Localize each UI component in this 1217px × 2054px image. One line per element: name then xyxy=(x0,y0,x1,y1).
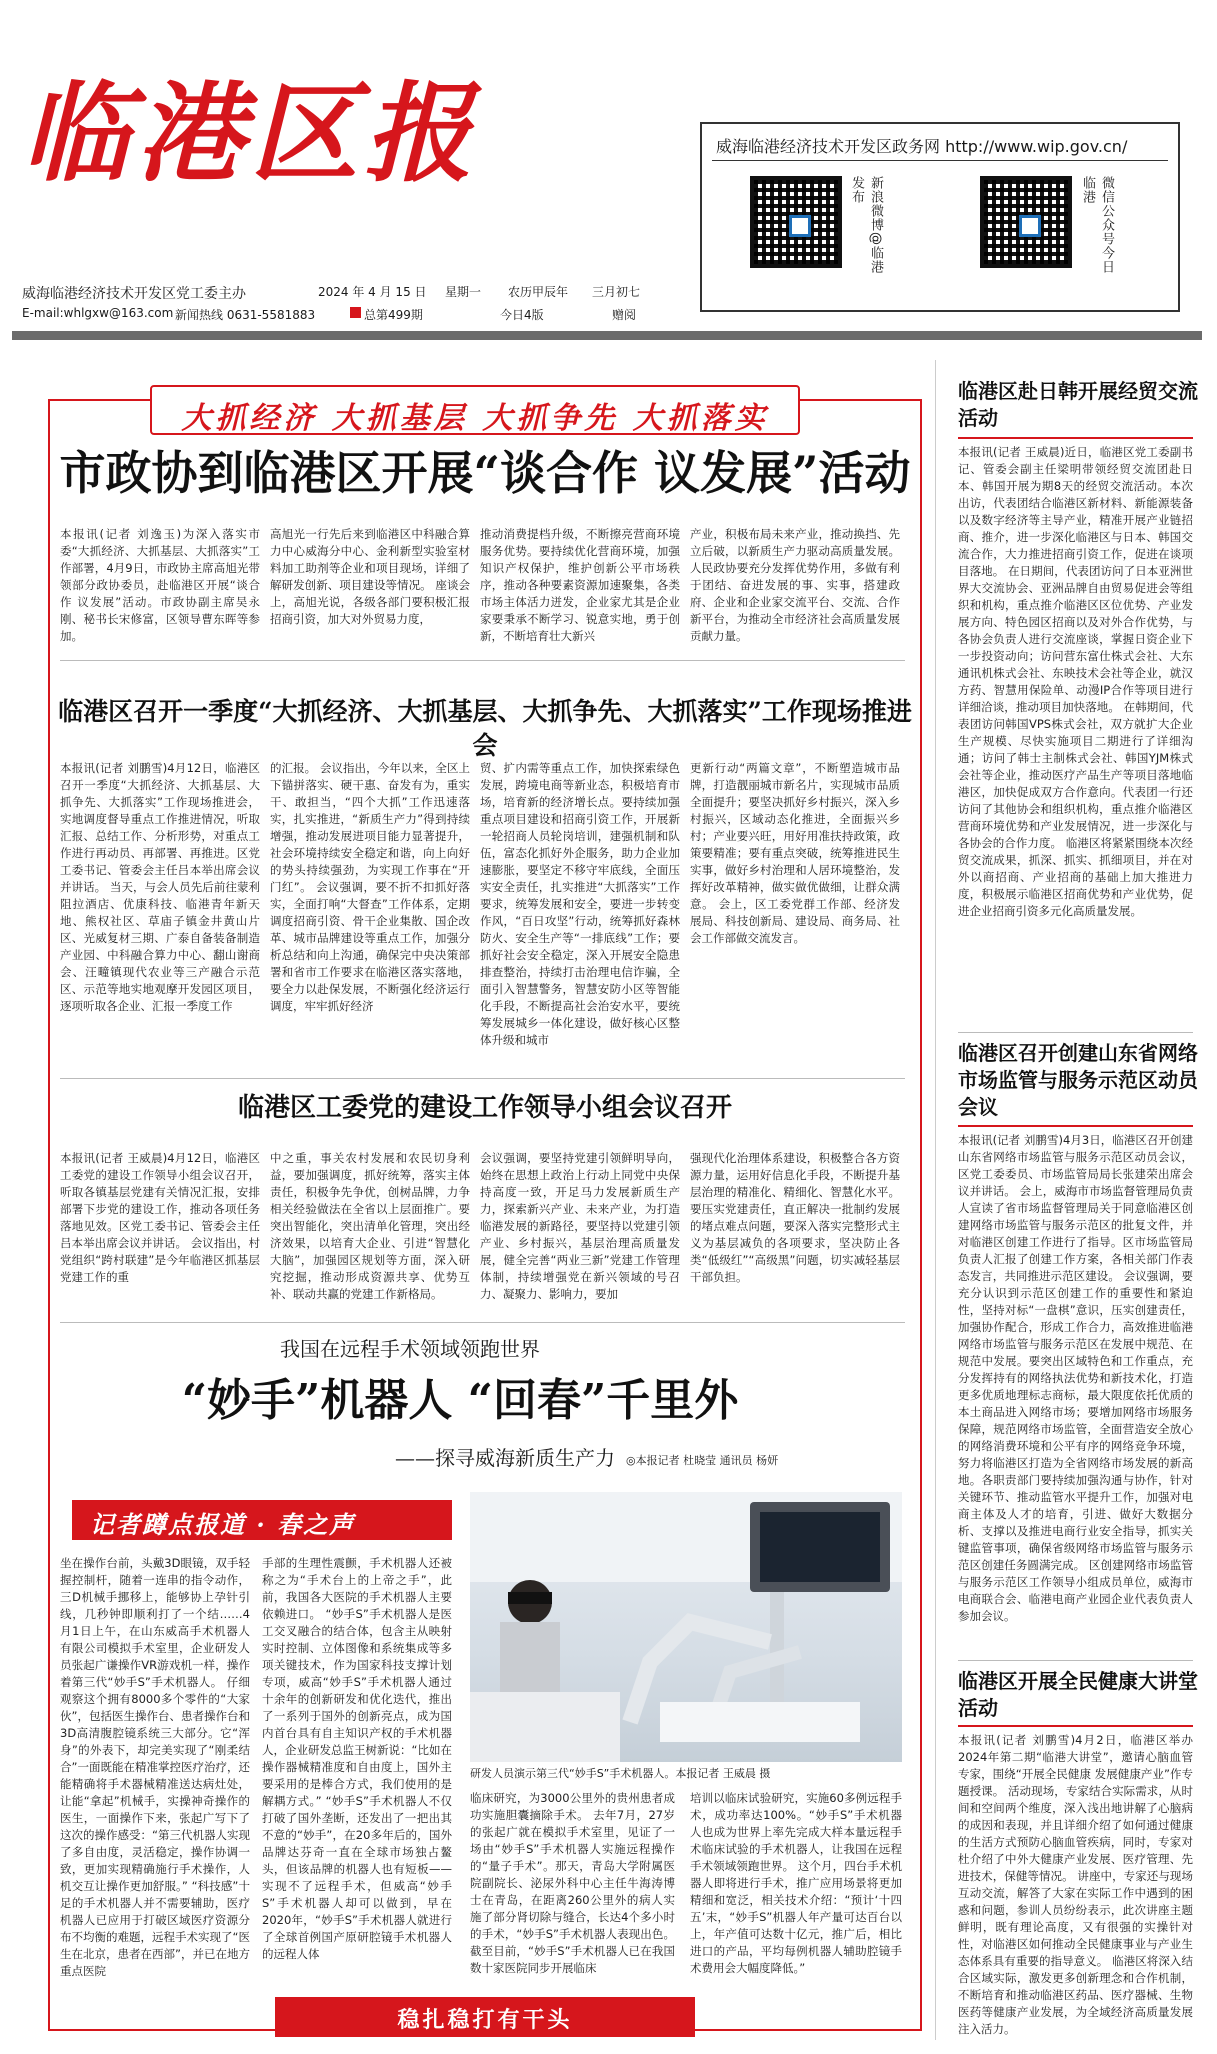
feature-byline: ◎本报记者 杜晓莹 通讯员 杨妍 xyxy=(626,1454,779,1467)
slogan-banner xyxy=(150,385,800,435)
feature-col-4: 培训以临床试验研究，实施60多例远程手术，成功率达100%。“妙手S”手术机器人也成为世界上率先完成大样本量远程手术临床试验的手术机器人，让我国在远程手术领域领跑世界。 这个月，四台手术机器人即将进行手术，推广应用场景将更加精细和宽泛，相关技术介绍：“预计‘十四五’末，“妙手S”机器人年产量可达百台以上，年产值可达数十亿元，推广后，相比进口的产品，平均每例机器人辅助腔镜手术费用会大幅度降低。” xyxy=(690,1791,902,1975)
email: E-mail:whlgxw@163.com xyxy=(22,306,174,320)
weekday: 星期一 xyxy=(445,285,482,299)
feature-col-1: 坐在操作台前，头戴3D眼镜，双手轻握控制杆，随着一连串的指令动作，三D机械手挪移上，能够协上孕针引线，几秒钟即顺利打了一个结……4月1日上午，在山东威高手术机器人有限公司模拟手术室里，企业研发人员张起广谦操作VR游戏机一样，操作着第三代“妙手S”手术机器人。 仔细观察这个拥有8000多个零件的“大家伙”，包括医生操作台、患者操作台和3D高清腹腔镜系统三大部分。它“浑身”的外表下，却完美实现了“刚柔结合”一面既能在精准掌控医疗治疗，还能精确将手术器械精准送达病灶处，让能“拿起”机械手，实操神奇操作的医生，一面操作下来，张起广写下了这次的操作感受：“第三代机器人实现了多自由度，灵活稳定，操作协调一致，更加实现精确施行手术操作，人机交互让操作更加舒服。” “科技感”十足的手术机器人并不需要辅助，医疗机器人已应用于打破区域医疗资源分布不均衡的难题，远程手术实现了“医生在北京，患者在西部”，并已在地方重点医院 xyxy=(60,1556,250,1978)
article2-col-3: 贸、扩内需等重点工作，加快探索绿色发展，跨境电商等新业态，积极培育市场，培育新的经济增长点。要持续加强重点项目建设和招商引资工作，开展新一轮招商人员轮岗培训，建强机制和队伍，富态化抓好外企服务，助力企业加速膨胀，要坚定不移守牢底线，全面压实安全责任，扎实推进“大抓落实”工作要求，统筹发展和安全，要进一步转变作风，“百日攻坚”行动，统筹抓好森林防火、安全生产等“一排底线”工作；要抓好社会安全稳定，深入开展安全隐患排查整治，持续打击治理电信诈骗，全面引入智慧警务，智慧安防小区等智能化手段，不断提高社会治安水平，要统筹发展城乡一体化建设，做好核心区整体升级和城市 xyxy=(480,761,680,1047)
article3-col-3: 会议强调，要坚持党建引领鲜明导向，始终在思想上政治上行动上同党中央保持高度一致，开足马力发展新质生产力，探索新兴产业、未来产业，为打造临港发展的新路径，要坚持以党建引领产业、乡村振兴，基层治理高质量发展，健全完善“两业三新”党建工作管理体制，持续增强党在新兴领域的号召力、凝聚力、影响力，要加 xyxy=(480,1151,680,1301)
lunar-year: 农历甲辰年 xyxy=(508,285,569,299)
article2-col-2: 的汇报。 会议指出，今年以来，全区上下锚拼落实、硬干惠、奋发有为，重实干、敢担当，“四个大抓”工作迅速落实，扎实推进，“新质生产力”得到持续增强，推动发展进项目能力显著提升，社会环境持续安全稳定和谐，向上向好的势头持续强劲，为实现工作事在“开门红”。 会议强调，要不折不扣抓好落实，全面打响“大督查”工作体系，定期调度招商引资、骨干企业集散、国企改革、城市品牌建设等重点工作，加强分析总结和向上沟通，确保完中央决策部署和省市工作要求在临港区落实落地，要全力以赴保发展，不断强化经济运行调度，牢牢抓好经济 xyxy=(270,761,470,1013)
article3-headline[interactable]: 临港区工委党的建设工作领导小组会议召开 xyxy=(237,1093,732,1123)
sidebar-headline-3[interactable]: 临港区开展全民健康大讲堂活动 xyxy=(958,1669,1198,1720)
bottom-banner xyxy=(275,1997,695,2037)
masthead-title: 临港区报 xyxy=(22,71,479,197)
divider xyxy=(60,1322,905,1323)
divider xyxy=(60,1078,905,1079)
bottom-banner-text: 稳扎稳打有干头 xyxy=(397,2007,573,2033)
issue-date: 2024 年 4 月 15 日 xyxy=(318,285,427,299)
divider xyxy=(60,660,905,661)
qr-logo-icon xyxy=(1019,215,1041,237)
sidebar-rule xyxy=(958,1725,1193,1727)
weibo-qr-label: 新浪微博@临港发布 xyxy=(849,176,883,274)
sidebar-headline-1[interactable]: 临港区赴日韩开展经贸交流活动 xyxy=(958,379,1198,430)
reporter-banner-text: 记者蹲点报道 · 春之声 xyxy=(90,1510,356,1539)
divider xyxy=(958,1032,1193,1033)
feature-photo xyxy=(470,1492,902,1762)
weibo-qr-icon[interactable] xyxy=(750,176,842,268)
site-url[interactable]: 威海临港经济技术开发区政务网 http://www.wip.gov.cn/ xyxy=(716,137,1128,156)
wechat-qr-icon[interactable] xyxy=(980,176,1072,268)
article1-col-1: 本报讯(记者 刘逸玉)为深入落实市委“大抓经济、大抓基层、大抓落实”工作部署，4月9日，市政协主席高旭光带领部分政协委员，赴临港区开展“谈合作 议发展”活动。市政协副主席吴永刚、秘书长宋修富，区领导曹东晖等参加。 xyxy=(60,527,260,643)
article2-col-1: 本报讯(记者 刘鹏雪)4月12日，临港区召开一季度“大抓经济、大抓基层、大抓争先、大抓落实”工作现场推进会，实地调度督导重点工作推进情况，听取汇报、总结工作、分析形势，对重点工作进行再动员、再部署、再推进。区党工委书记、管委会主任吕本举出席会议并讲话。 当天，与会人员先后前往蒙利阻拉酒店、优康科技、临港青年新天地、熊权社区、草庙子镇金井黄山片区、光威复材三期、广泰自备装备制造产业园、中科融合算力中心、翻山谢商会、汪疃镇现代农业等三产融合示范区、示范等地实地观摩开发园区项目，逐项听取各企业、汇报一季度工作 xyxy=(60,761,260,1013)
surgical-robot-illustration xyxy=(470,1492,902,1762)
sidebar-body-1: 本报讯(记者 王威晨)近日，临港区党工委副书记、管委会副主任梁明带领经贸交流团赴日本、韩国开展为期8天的经贸交流活动。本次出访，代表团结合临港区新材料、新能源装备以及数字经济等主导产业，精准开展产业链招商、推介，进一步深化临港区与日本、韩国交流合作，大力推进招商引资工作，促进在谈项目落地。 在日期间，代表团访问了日本亚洲世界大交流协会、亚洲品牌自由贸易促进会等组织和机构，重点推介临港区区位优势、产业发展方向、特色园区招商以及对外合作优势，与各协会负责人进行交流座谈，掌握日资企业下一步投资动向；访问营东富仕株式会社、大东通讯机株式会社、东映技术会社等企业，就汉方药、智慧用保险单、动漫IP合作等项目进行详细洽谈，推动项目加快落地。 在韩期间，代表团访问韩国VPS株式会社，双方就扩大企业生产规模、尽快实施项目二期进行了详细沟通；访问了韩士主制株式会社、韩国YJM株式会社等企业，推动医疗产品生产等项目落地临港区，加快促成双方合作意向。代表团一行还访问了其他协会和组织机构，重点推介临港区营商环境优势和产业发展情况，进一步深化与各协会的合作力度。 临港区将紧紧围绕本次经贸交流成果，抓深、抓实、抓细项目，并在对外以商招商、产业招商的基础上加大推进力度，积极展示临港区招商优势和产业优势，促进企业招商引资多元化高质量发展。 xyxy=(958,445,1193,918)
issue-number: 总第499期 xyxy=(364,308,423,322)
page-count: 今日4版 xyxy=(500,308,544,322)
feature-subhead: ——探寻威海新质生产力 xyxy=(395,1446,615,1470)
divider xyxy=(958,1660,1193,1661)
slogan-text: 大抓经济 大抓基层 大抓争先 大抓落实 xyxy=(181,401,769,436)
issue-marker-icon xyxy=(350,307,361,318)
article2-col-4: 更新行动“两篇文章”，不断塑造城市品牌，打造靓丽城市新名片，实现城市品质全面提升；要坚决抓好乡村振兴，深入乡村振兴，区域动态化推进，全面振兴乡村；产业要兴旺，用好用准扶持政策，政策要精准；要有重点突破，统筹推进民生实事，做好乡村治理和人居环境整治，发挥好改革精神，做实做优做细，让群众满意。 会上，区工委党群工作部、经济发展局、科技创新局、建设局、商务局、社会工作部做交流发言。 xyxy=(690,761,900,945)
article3-col-2: 中之重，事关农村发展和农民切身利益，要加强调度，抓好统筹，落实主体责任，积极争先争优，创树品牌，力争相关经验做法在全省以上层面推广。要突出智能化，突出清单化管理，突出经济效果，以培育大企业、引进“智慧化大脑”，加强园区规划等方面，深入研究挖掘，推动形成资源共享、优势互补、联动共赢的党建工作新格局。 xyxy=(270,1151,470,1301)
article3-col-4: 强现代化治理体系建设，积极整合各方资源力量，运用好信息化手段，不断提升基层治理的精准化、精细化、智慧化水平。要压实党建责任，直正解决一批制约发展的堵点难点问题，要深入落实完整形式主义为基层减负的各项要求，坚决防止各类“低级红”“高级黑”问题，切实减轻基层干部负担。 xyxy=(690,1151,900,1284)
article2-headline[interactable]: 临港区召开一季度“大抓经济、大抓基层、大抓争先、大抓落实”工作现场推进会 xyxy=(58,697,912,760)
article1-col-4: 产业，积极布局未来产业，推动换挡、先立后破，以新质生产力驱动高质量发展。人民政协要充分发挥优势作用，多做有利于团结、奋进发展的事、实事，搭建政府、企业和企业家交流平台、交流、合作新平台，为推动全市经济社会高质量发展贡献力量。 xyxy=(690,527,900,643)
sidebar-body-3: 本报讯(记者 刘鹏雪)4月2日，临港区举办2024年第二期“临港大讲堂”，邀请心脑血管专家，围绕“开展全民健康 发展健康产业”作专题授课。 活动现场，专家结合实际需求，从时间和空间两个维度，深入浅出地讲解了心脑病的成因和表现，并且详细介绍了如何通过健康的生活方式预防心脑血管疾病，同时，专家对杜介绍了中外大健康产业发展、医疗管理、先进技术，保健等情况。 讲座中，专家还与现场互动交流，解答了大家在实际工作中遇到的困惑和问题，参训人员纷纷表示，此次讲座主题鲜明，既有理论高度，又有很强的实操针对性，对临港区如何推动全民健康事业与产业生态体系具有重要的指导意义。 临港区将深入结合区域实际，激发更多创新理念和合作机制，不断培育和推动临港区药品、医疗器械、生物医药等健康产业发展，为全域经济高质量发展注入活力。 xyxy=(958,1733,1193,2036)
column-divider xyxy=(935,360,936,2040)
sidebar-headline-2[interactable]: 临港区召开创建山东省网络市场监管与服务示范区动员会议 xyxy=(958,1041,1198,1119)
article1-col-2: 高旭光一行先后来到临港区中科融合算力中心威海分中心、金利新型实验室材料加工助剂等企业和项目现场，详细了解研发创新、项目建设等情况。 座谈会上，高旭光说，各级各部门要积极汇报招商引资，加大对外贸易力度， xyxy=(270,527,470,626)
issuer: 威海临港经济技术开发区党工委主办 xyxy=(22,286,246,302)
hotline: 新闻热线 0631-5581883 xyxy=(175,308,316,322)
feature-col-2: 手部的生理性震颤，手术机器人还被称之为“手术台上的上帝之手”，此前，我国各大医院的手术机器人主要依赖进口。 “妙手S”手术机器人是医工交叉融合的结合体，包含主从映射实时控制、立体图像和系统集成等多项关键技术，作为国家科技支撑计划专项，威高“妙手S”手术机器人通过十余年的创新研发和优化迭代，推出了一系列于国外的创新亮点，成为国内首台具有自主知识产权的手术机器人，企业研发总监王树新说：“比如在操作器械精准度和自由度上，国外主要采用的是棒合方式，我们使用的是解耦方式。” “妙手S”手术机器人不仅打破了国外垄断，还发出了一把出其不意的“妙手”，在20多年后的，国外品牌达芬奇一直在全球市场独占鳌头，但该品牌的机器人也有短板——实现不了远程手术，但威高“妙手S”手术机器人却可以做到，早在2020年，“妙手S”手术机器人就进行了全球首例国产原研腔镜手术机器人的远程人体 xyxy=(262,1556,452,1961)
feature-kicker: 我国在远程手术领域领跑世界 xyxy=(280,1337,540,1361)
photo-caption: 研发人员演示第三代“妙手S”手术机器人。本报记者 王威晨 摄 xyxy=(470,1767,771,1780)
article1-headline[interactable]: 市政协到临港区开展“谈合作 议发展”活动 xyxy=(59,446,911,500)
site-divider xyxy=(712,160,1168,161)
masthead-rule xyxy=(12,331,1202,340)
article1-col-3: 推动消费提档升级，不断擦亮营商环境服务优势。要持续优化营商环境，加强知识产权保护，维护创新公平市场秩序，推动各种要素资源加速聚集，各类市场主体活力迸发，企业家尤其是企业家要秉承不断学习、锐意实地，勇于创新，不断培育壮大新兴 xyxy=(480,527,680,643)
sidebar-body-2: 本报讯(记者 刘鹏雪)4月3日，临港区召开创建山东省网络市场监管与服务示范区动员会议，区党工委委员、市场监管局局长张建荣出席会议并讲话。 会上，威海市市场监督管理局负责人宣读了省市场监督管理局关于同意临港区创建网络市场监管与服务示范区的批复文件，并对临港区创建工作进行了指导。区市场监管局负责人汇报了创建工作方案，各相关部门作表态发言，共同推进示范区建设。 会议强调，要充分认识到示范区创建工作的重要性和紧迫性，坚持对标“一盘棋”意识，压实创建责任，加强协作配合，形成工作合力，高效推进临港网络市场监管与服务示范区在发展中规范、在规范中发展。要突出区域特色和工作重点，充分发挥持有的网络执法优势和新技术化，打造更多优质地理标志商标，最大限度依托优质的本土商品进入网络市场；要增加网络市场服务保障，规范网络市场监管，全面营造安全放心的网络消费环境和公平有序的网络竞争环境，努力将临港区打造为全省网络市场发展的新高地。各职责部门要持续加强沟通与协作，针对关键环节、推动监管水平提升工作，加强对电商主体及人才的培育，引进、做好大数据分析、支撑以及推进电商行业安全指导，抓实关键监管事项，确保省级网络市场监管与服务示范区创建任务圆满完成。 区创建网络市场监管与服务示范区工作领导小组成员单位，威海市电商联合会、临港电商产业园企业代表负责人参加会议。 xyxy=(958,1133,1193,1623)
wechat-qr-label: 微信公众号今日临港 xyxy=(1080,176,1114,274)
reporter-banner xyxy=(72,1500,452,1540)
sidebar-rule xyxy=(958,1125,1193,1127)
site-box xyxy=(700,122,1180,312)
article3-col-1: 本报讯(记者 王威晨)4月12日，临港区工委党的建设工作领导小组会议召开，听取各镇基层党建有关情况汇报，安排部署下步党的建设工作，推动各项任务落地见效。区党工委书记、管委会主任吕本举出席会议并讲话。 会议指出，村党组织“跨村联建”是今年临港区抓基层党建工作的重 xyxy=(60,1151,260,1284)
distribution: 赠阅 xyxy=(612,308,637,322)
feature-col-3: 临床研究，为3000公里外的贵州患者成功实施胆囊摘除手术。 去年7月，27岁的张起广就在模拟手术室里，见证了一场由“妙手S”手术机器人实施远程操作的“量子手术”。那天，青岛大学附属医院副院长、泌尿外科中心主任牛海涛博士在青岛，在距离260公里外的病人实施了部分肾切除与缝合，长达4个多小时的手术，“妙手S”手术机器人表现出色。 截至目前，“妙手S”手术机器人已在我国数十家医院同步开展临床 xyxy=(470,1791,675,1975)
qr-logo-icon xyxy=(789,215,811,237)
sidebar-rule xyxy=(958,437,1193,439)
feature-headline[interactable]: “妙手”机器人 “回春”千里外 xyxy=(181,1375,739,1426)
lunar-day: 三月初七 xyxy=(592,285,641,299)
